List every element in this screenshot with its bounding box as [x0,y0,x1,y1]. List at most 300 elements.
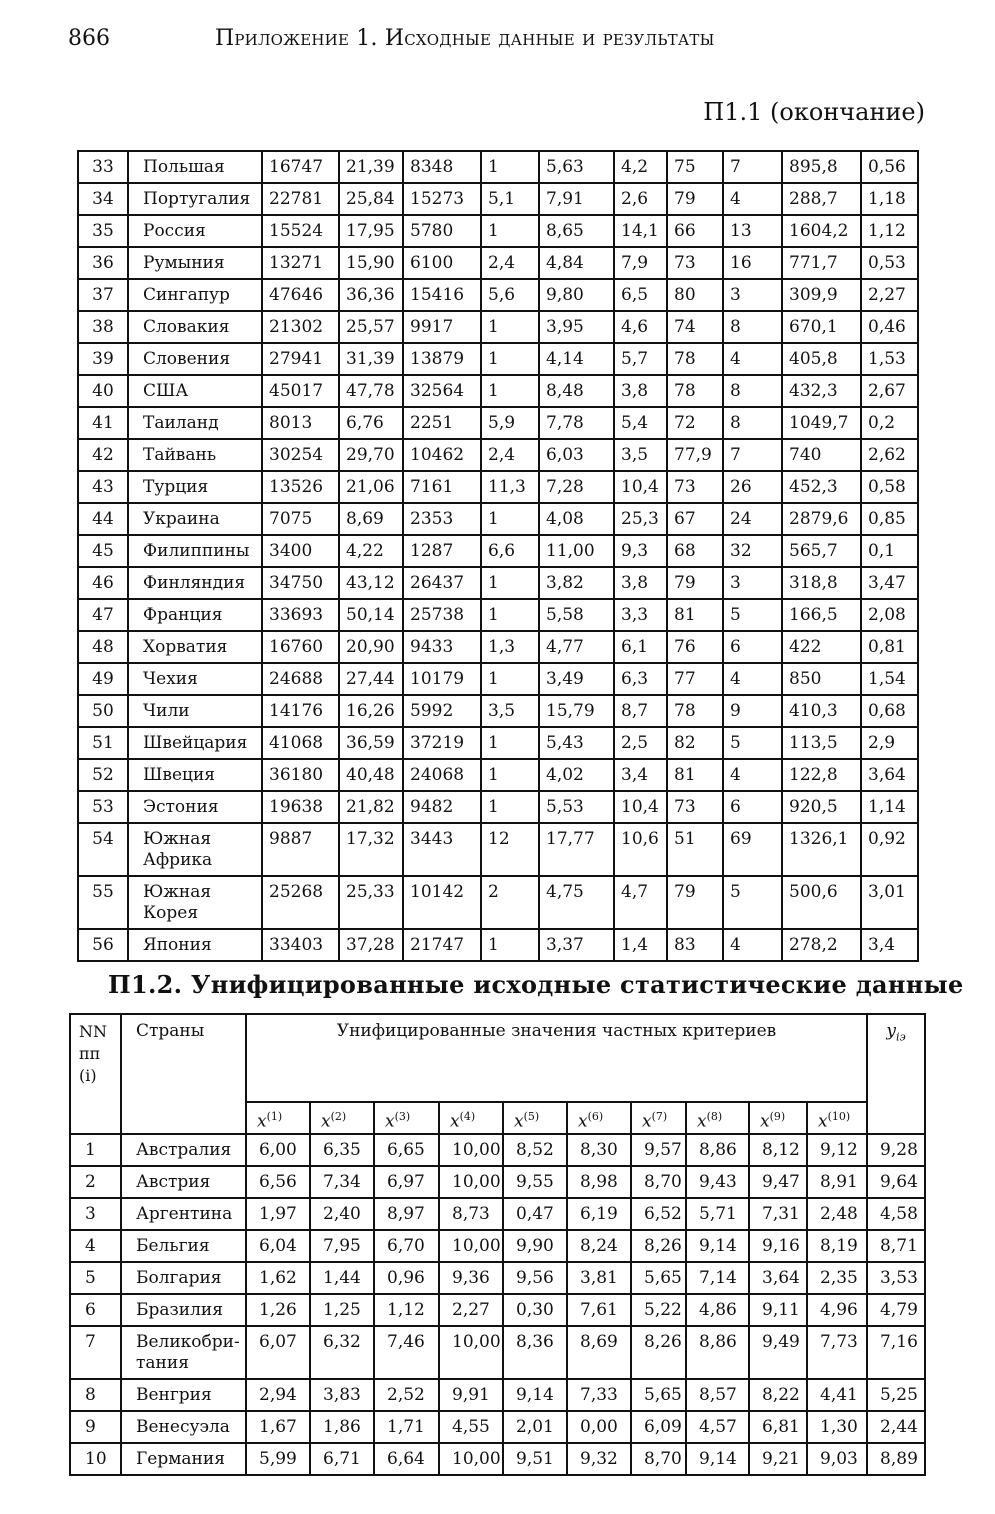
value-cell: 8348 [403,151,481,183]
value-cell: 6,00 [246,1134,310,1166]
country-name: Таиланд [128,407,262,439]
value-cell: 8,12 [749,1134,807,1166]
value-cell: 3,4 [614,759,667,791]
value-cell: 5 [723,727,782,759]
value-cell: 1,25 [310,1294,374,1326]
value-cell: 1 [481,599,539,631]
row-number: 41 [78,407,128,439]
row-number: 5 [70,1262,121,1294]
value-cell: 288,7 [782,183,861,215]
value-cell: 2,4 [481,439,539,471]
value-cell: 6,35 [310,1134,374,1166]
table-row [78,695,918,727]
value-cell: 113,5 [782,727,861,759]
country-name: Япония [128,929,262,961]
value-cell: 1,44 [310,1262,374,1294]
value-cell: 26 [723,471,782,503]
row-number: 42 [78,439,128,471]
y-value-cell: 9,28 [867,1134,925,1166]
country-name: Бельгия [121,1230,246,1262]
header-x-superscript: (3) [394,1110,411,1123]
table-row [78,631,918,663]
table-row [78,439,918,471]
country-name: Румыния [128,247,262,279]
value-cell: 422 [782,631,861,663]
value-cell: 6,70 [374,1230,439,1262]
country-name: Польшая [128,151,262,183]
value-cell: 9,32 [567,1443,631,1475]
value-cell: 6,07 [246,1326,310,1379]
row-number: 40 [78,375,128,407]
value-cell: 6,71 [310,1443,374,1475]
header-x-4 [439,1102,503,1134]
header-x-8 [686,1102,749,1134]
table-row [78,407,918,439]
value-cell: 1,30 [807,1411,867,1443]
value-cell: 7,9 [614,247,667,279]
value-cell: 2251 [403,407,481,439]
row-number: 48 [78,631,128,663]
value-cell: 9482 [403,791,481,823]
value-cell: 10462 [403,439,481,471]
value-cell: 34750 [262,567,339,599]
value-cell: 24 [723,503,782,535]
value-cell: 1,71 [374,1411,439,1443]
value-cell: 1,12 [374,1294,439,1326]
value-cell: 0,53 [861,247,918,279]
value-cell: 5,99 [246,1443,310,1475]
header-x-9 [749,1102,807,1134]
row-number: 44 [78,503,128,535]
value-cell: 2,6 [614,183,667,215]
value-cell: 33403 [262,929,339,961]
value-cell: 8,73 [439,1198,503,1230]
value-cell: 50,14 [339,599,403,631]
value-cell: 30254 [262,439,339,471]
value-cell: 166,5 [782,599,861,631]
value-cell: 11,00 [539,535,614,567]
table-row [70,1134,925,1166]
header-x-var: x [257,1111,267,1132]
table-row [78,471,918,503]
table-row [78,567,918,599]
value-cell: 7,91 [539,183,614,215]
value-cell: 1604,2 [782,215,861,247]
value-cell: 5,9 [481,407,539,439]
value-cell: 1,26 [246,1294,310,1326]
row-number: 8 [70,1379,121,1411]
value-cell: 7,73 [807,1326,867,1379]
value-cell: 5,6 [481,279,539,311]
country-name: Финляндия [128,567,262,599]
page-number: 866 [68,26,110,51]
value-cell: 43,12 [339,567,403,599]
table-row [78,929,918,961]
value-cell: 2,35 [807,1262,867,1294]
row-number: 45 [78,535,128,567]
country-name: Филиппины [128,535,262,567]
value-cell: 8,70 [631,1443,686,1475]
value-cell: 3,49 [539,663,614,695]
value-cell: 6 [723,791,782,823]
row-number: 52 [78,759,128,791]
value-cell: 25,84 [339,183,403,215]
header-x-superscript: (10) [827,1110,851,1123]
value-cell: 0,56 [861,151,918,183]
value-cell: 6,09 [631,1411,686,1443]
value-cell: 6,56 [246,1166,310,1198]
value-cell: 7161 [403,471,481,503]
value-cell: 6,81 [749,1411,807,1443]
value-cell: 9,47 [749,1166,807,1198]
row-number: 43 [78,471,128,503]
value-cell: 9,11 [749,1294,807,1326]
country-name: Австрия [121,1166,246,1198]
country-name: Венесуэла [121,1411,246,1443]
country-name: Аргентина [121,1198,246,1230]
value-cell: 432,3 [782,375,861,407]
country-data-table-continued [77,150,919,962]
value-cell: 13 [723,215,782,247]
value-cell: 0,92 [861,823,918,876]
value-cell: 8,36 [503,1326,567,1379]
value-cell: 80 [667,279,723,311]
row-number: 55 [78,876,128,929]
value-cell: 5 [723,876,782,929]
value-cell: 1 [481,791,539,823]
table-row [70,1198,925,1230]
country-name: Турция [128,471,262,503]
value-cell: 27941 [262,343,339,375]
value-cell: 3,8 [614,567,667,599]
unified-data-table [69,1013,926,1476]
value-cell: 4,57 [686,1411,749,1443]
value-cell: 3 [723,567,782,599]
value-cell: 3,64 [749,1262,807,1294]
value-cell: 7,28 [539,471,614,503]
value-cell: 10,00 [439,1230,503,1262]
value-cell: 9,14 [503,1379,567,1411]
value-cell: 8013 [262,407,339,439]
value-cell: 36,59 [339,727,403,759]
value-cell: 32 [723,535,782,567]
value-cell: 1 [481,663,539,695]
value-cell: 9,3 [614,535,667,567]
value-cell: 3,5 [481,695,539,727]
value-cell: 9,51 [503,1443,567,1475]
value-cell: 17,95 [339,215,403,247]
value-cell: 4,22 [339,535,403,567]
value-cell: 9,56 [503,1262,567,1294]
value-cell: 7 [723,151,782,183]
value-cell: 10179 [403,663,481,695]
header-nn [70,1014,121,1134]
value-cell: 2,01 [503,1411,567,1443]
value-cell: 8,91 [807,1166,867,1198]
value-cell: 78 [667,343,723,375]
value-cell: 9,80 [539,279,614,311]
value-cell: 2 [481,876,539,929]
value-cell: 4,6 [614,311,667,343]
value-cell: 15,90 [339,247,403,279]
header-y-subscript: iэ [896,1030,906,1044]
row-number: 39 [78,343,128,375]
value-cell: 8,69 [339,503,403,535]
value-cell: 3,3 [614,599,667,631]
table-row [70,1443,925,1475]
value-cell: 17,32 [339,823,403,876]
value-cell: 4 [723,343,782,375]
y-value-cell: 4,79 [867,1294,925,1326]
header-x-superscript: (6) [587,1110,604,1123]
value-cell: 15,79 [539,695,614,727]
header-x-var: x [697,1111,707,1132]
value-cell: 740 [782,439,861,471]
value-cell: 920,5 [782,791,861,823]
header-x-superscript: (2) [330,1110,347,1123]
value-cell: 8,69 [567,1326,631,1379]
value-cell: 5 [723,599,782,631]
country-name: Франция [128,599,262,631]
header-x-var: x [514,1111,524,1132]
value-cell: 9,91 [439,1379,503,1411]
value-cell: 8,97 [374,1198,439,1230]
value-cell: 0,81 [861,631,918,663]
value-cell: 82 [667,727,723,759]
value-cell: 16,26 [339,695,403,727]
country-name: Великобри-тания [121,1326,246,1379]
value-cell: 1,3 [481,631,539,663]
value-cell: 33693 [262,599,339,631]
value-cell: 9887 [262,823,339,876]
header-x-var: x [578,1111,588,1132]
value-cell: 4,02 [539,759,614,791]
country-name: Швеция [128,759,262,791]
value-cell: 72 [667,407,723,439]
value-cell: 14,1 [614,215,667,247]
value-cell: 24068 [403,759,481,791]
value-cell: 8,30 [567,1134,631,1166]
value-cell: 1 [481,215,539,247]
value-cell: 9,57 [631,1134,686,1166]
table-row [78,823,918,876]
value-cell: 14176 [262,695,339,727]
value-cell: 10,00 [439,1134,503,1166]
value-cell: 1 [481,567,539,599]
value-cell: 16747 [262,151,339,183]
table-row [70,1326,925,1379]
header-x-var: x [450,1111,460,1132]
value-cell: 1 [481,727,539,759]
value-cell: 9,12 [807,1134,867,1166]
value-cell: 21,06 [339,471,403,503]
value-cell: 2,4 [481,247,539,279]
table-row [78,183,918,215]
header-row [70,1014,925,1102]
value-cell: 13271 [262,247,339,279]
value-cell: 3,37 [539,929,614,961]
value-cell: 8 [723,407,782,439]
value-cell: 0,96 [374,1262,439,1294]
value-cell: 8,7 [614,695,667,727]
y-value-cell: 3,53 [867,1262,925,1294]
value-cell: 8,86 [686,1134,749,1166]
value-cell: 4,7 [614,876,667,929]
value-cell: 4 [723,929,782,961]
value-cell: 6,52 [631,1198,686,1230]
header-x-superscript: (4) [459,1110,476,1123]
value-cell: 10,00 [439,1443,503,1475]
value-cell: 5,53 [539,791,614,823]
value-cell: 6,5 [614,279,667,311]
country-name: Австралия [121,1134,246,1166]
country-name: Болгария [121,1262,246,1294]
value-cell: 9,14 [686,1443,749,1475]
header-countries: Страны [121,1014,246,1134]
table-row [70,1379,925,1411]
y-value-cell: 8,89 [867,1443,925,1475]
country-name: Бразилия [121,1294,246,1326]
header-x-3 [374,1102,439,1134]
value-cell: 1049,7 [782,407,861,439]
value-cell: 1 [481,151,539,183]
value-cell: 2353 [403,503,481,535]
value-cell: 9,36 [439,1262,503,1294]
value-cell: 9,49 [749,1326,807,1379]
value-cell: 25,33 [339,876,403,929]
table-row [78,279,918,311]
value-cell: 0,47 [503,1198,567,1230]
country-name: Украина [128,503,262,535]
value-cell: 0,68 [861,695,918,727]
value-cell: 5,43 [539,727,614,759]
row-number: 51 [78,727,128,759]
header-x-10 [807,1102,867,1134]
value-cell: 73 [667,247,723,279]
header-x-5 [503,1102,567,1134]
value-cell: 410,3 [782,695,861,727]
country-name: Германия [121,1443,246,1475]
value-cell: 7,33 [567,1379,631,1411]
table-row [78,503,918,535]
row-number: 6 [70,1294,121,1326]
value-cell: 8,57 [686,1379,749,1411]
value-cell: 4,86 [686,1294,749,1326]
header-criteria-group: Унифицированные значения частных критериев [246,1014,867,1102]
value-cell: 79 [667,567,723,599]
country-name: Португалия [128,183,262,215]
value-cell: 1 [481,375,539,407]
value-cell: 309,9 [782,279,861,311]
value-cell: 74 [667,311,723,343]
value-cell: 4,14 [539,343,614,375]
value-cell: 8,65 [539,215,614,247]
header-x-var: x [760,1111,770,1132]
value-cell: 4,77 [539,631,614,663]
country-name: Хорватия [128,631,262,663]
value-cell: 79 [667,183,723,215]
value-cell: 8,48 [539,375,614,407]
value-cell: 3,01 [861,876,918,929]
value-cell: 278,2 [782,929,861,961]
value-cell: 10,00 [439,1326,503,1379]
value-cell: 2,5 [614,727,667,759]
value-cell: 9,21 [749,1443,807,1475]
row-number: 2 [70,1166,121,1198]
value-cell: 3 [723,279,782,311]
value-cell: 81 [667,599,723,631]
value-cell: 78 [667,375,723,407]
value-cell: 32564 [403,375,481,407]
value-cell: 6,6 [481,535,539,567]
value-cell: 1,54 [861,663,918,695]
value-cell: 2,52 [374,1379,439,1411]
value-cell: 41068 [262,727,339,759]
row-number: 56 [78,929,128,961]
value-cell: 13526 [262,471,339,503]
value-cell: 0,1 [861,535,918,567]
country-name: Словакия [128,311,262,343]
value-cell: 6,03 [539,439,614,471]
value-cell: 1,97 [246,1198,310,1230]
running-title: Приложение 1. Исходные данные и результаты [215,26,715,51]
value-cell: 771,7 [782,247,861,279]
value-cell: 31,39 [339,343,403,375]
value-cell: 565,7 [782,535,861,567]
header-x-7 [631,1102,686,1134]
value-cell: 2,27 [439,1294,503,1326]
value-cell: 8,98 [567,1166,631,1198]
value-cell: 8,86 [686,1326,749,1379]
section-title: П1.2. Унифицированные исходные статистические данные [108,970,964,999]
value-cell: 36180 [262,759,339,791]
value-cell: 7,46 [374,1326,439,1379]
y-value-cell: 4,58 [867,1198,925,1230]
header-y [867,1014,925,1134]
value-cell: 3,8 [614,375,667,407]
value-cell: 500,6 [782,876,861,929]
value-cell: 1,53 [861,343,918,375]
value-cell: 1326,1 [782,823,861,876]
row-number: 50 [78,695,128,727]
value-cell: 19638 [262,791,339,823]
value-cell: 78 [667,695,723,727]
table-row [78,311,918,343]
value-cell: 3,64 [861,759,918,791]
row-number: 34 [78,183,128,215]
value-cell: 3400 [262,535,339,567]
value-cell: 8,24 [567,1230,631,1262]
value-cell: 29,70 [339,439,403,471]
value-cell: 3443 [403,823,481,876]
value-cell: 8,52 [503,1134,567,1166]
value-cell: 5,65 [631,1262,686,1294]
value-cell: 4 [723,759,782,791]
value-cell: 7,78 [539,407,614,439]
value-cell: 69 [723,823,782,876]
value-cell: 2,40 [310,1198,374,1230]
value-cell: 7,61 [567,1294,631,1326]
value-cell: 8,70 [631,1166,686,1198]
value-cell: 83 [667,929,723,961]
value-cell: 9,14 [686,1230,749,1262]
value-cell: 0,30 [503,1294,567,1326]
value-cell: 13879 [403,343,481,375]
value-cell: 81 [667,759,723,791]
value-cell: 0,46 [861,311,918,343]
value-cell: 1,12 [861,215,918,247]
value-cell: 7,95 [310,1230,374,1262]
